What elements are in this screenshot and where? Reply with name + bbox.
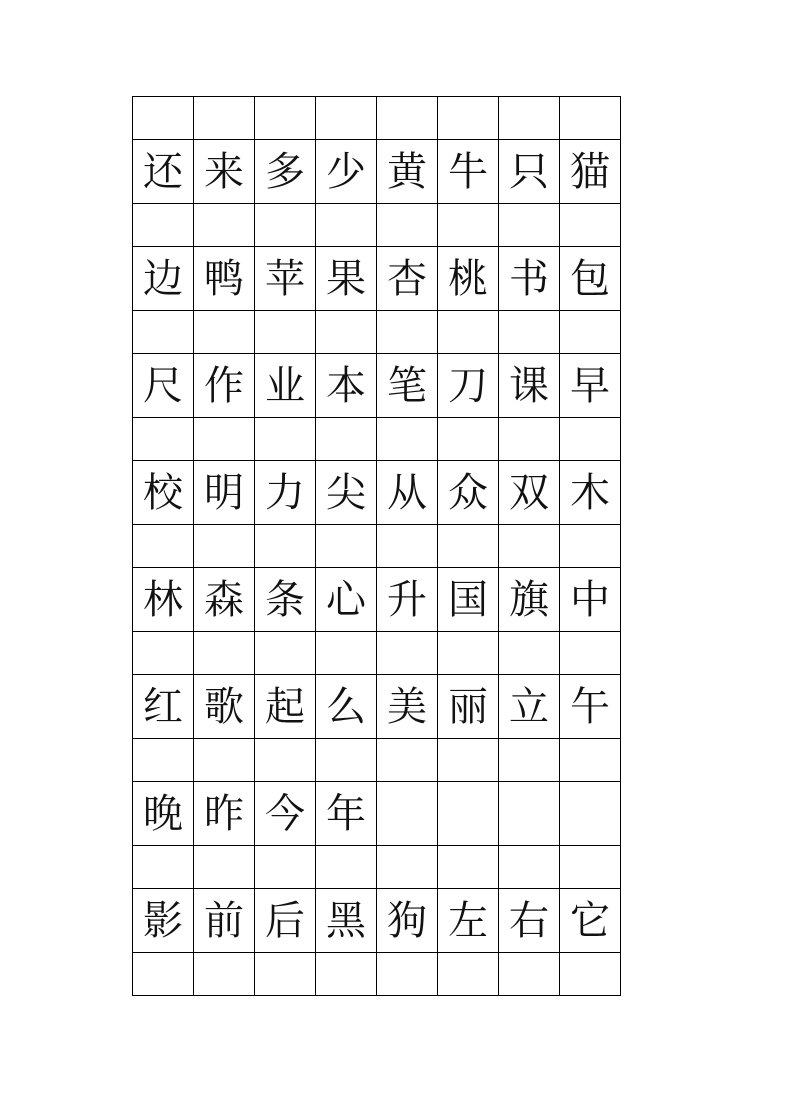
practice-row-blank — [133, 97, 621, 140]
character-cell: 桃 — [438, 247, 499, 311]
character-cell: 尖 — [316, 461, 377, 525]
character-cell: 业 — [255, 354, 316, 418]
practice-cell-empty — [499, 311, 560, 354]
character-cell: 鸭 — [194, 247, 255, 311]
character-cell: 刀 — [438, 354, 499, 418]
practice-cell-empty — [438, 525, 499, 568]
character-cell: 丽 — [438, 675, 499, 739]
practice-cell-empty — [255, 846, 316, 889]
practice-cell-empty — [316, 97, 377, 140]
practice-cell-empty — [499, 739, 560, 782]
practice-cell-empty — [560, 953, 621, 996]
practice-cell-empty — [560, 632, 621, 675]
practice-row-blank — [133, 311, 621, 354]
character-cell: 早 — [560, 354, 621, 418]
practice-cell-empty — [194, 953, 255, 996]
practice-cell-empty — [133, 97, 194, 140]
character-cell: 果 — [316, 247, 377, 311]
practice-cell-empty — [560, 846, 621, 889]
practice-row-blank — [133, 418, 621, 461]
character-cell: 午 — [560, 675, 621, 739]
practice-cell-empty — [255, 97, 316, 140]
practice-cell-empty — [194, 97, 255, 140]
practice-cell-empty — [194, 418, 255, 461]
character-row — [133, 140, 621, 204]
character-cell: 昨 — [194, 782, 255, 846]
character-cell: 黑 — [316, 889, 377, 953]
character-cell: 牛 — [438, 140, 499, 204]
practice-row-blank — [133, 739, 621, 782]
practice-cell-empty — [499, 418, 560, 461]
character-cell: 包 — [560, 247, 621, 311]
practice-cell-empty — [316, 525, 377, 568]
character-cell: 力 — [255, 461, 316, 525]
practice-cell-empty — [499, 525, 560, 568]
practice-cell-empty — [133, 953, 194, 996]
character-cell: 猫 — [560, 140, 621, 204]
character-cell: 么 — [316, 675, 377, 739]
practice-cell-empty — [560, 418, 621, 461]
practice-cell-empty — [438, 632, 499, 675]
practice-cell-empty — [438, 953, 499, 996]
practice-cell-empty — [377, 418, 438, 461]
practice-cell-empty — [316, 953, 377, 996]
practice-cell-empty — [316, 739, 377, 782]
character-cell: 歌 — [194, 675, 255, 739]
practice-cell-empty — [255, 739, 316, 782]
practice-cell-empty — [133, 525, 194, 568]
practice-cell-empty — [377, 311, 438, 354]
character-cell: 红 — [133, 675, 194, 739]
character-cell: 影 — [133, 889, 194, 953]
practice-cell-empty — [377, 204, 438, 247]
character-cell: 木 — [560, 461, 621, 525]
practice-cell-empty — [377, 846, 438, 889]
practice-cell-empty — [438, 846, 499, 889]
practice-cell-empty — [133, 846, 194, 889]
character-row — [133, 782, 621, 846]
character-cell: 少 — [316, 140, 377, 204]
character-cell: 本 — [316, 354, 377, 418]
character-cell: 只 — [499, 140, 560, 204]
character-cell: 晚 — [133, 782, 194, 846]
character-cell: 从 — [377, 461, 438, 525]
practice-cell-empty — [560, 311, 621, 354]
practice-row-blank — [133, 846, 621, 889]
practice-cell-empty — [438, 204, 499, 247]
practice-cell-empty — [316, 632, 377, 675]
practice-cell-empty — [316, 846, 377, 889]
character-cell: 后 — [255, 889, 316, 953]
character-cell: 前 — [194, 889, 255, 953]
practice-cell-empty — [499, 632, 560, 675]
character-cell: 右 — [499, 889, 560, 953]
practice-cell-empty — [499, 846, 560, 889]
practice-cell-empty — [133, 204, 194, 247]
character-cell: 边 — [133, 247, 194, 311]
character-cell: 苹 — [255, 247, 316, 311]
practice-cell-empty — [255, 418, 316, 461]
character-cell — [560, 782, 621, 846]
character-cell: 明 — [194, 461, 255, 525]
practice-cell-empty — [255, 204, 316, 247]
practice-cell-empty — [194, 846, 255, 889]
practice-cell-empty — [377, 632, 438, 675]
character-cell: 书 — [499, 247, 560, 311]
character-row — [133, 461, 621, 525]
character-cell: 条 — [255, 568, 316, 632]
character-cell: 它 — [560, 889, 621, 953]
character-cell: 年 — [316, 782, 377, 846]
character-cell: 众 — [438, 461, 499, 525]
practice-cell-empty — [316, 204, 377, 247]
practice-cell-empty — [377, 953, 438, 996]
character-cell: 旗 — [499, 568, 560, 632]
character-cell: 国 — [438, 568, 499, 632]
character-cell: 中 — [560, 568, 621, 632]
practice-cell-empty — [255, 311, 316, 354]
practice-cell-empty — [438, 739, 499, 782]
practice-row-blank — [133, 204, 621, 247]
practice-cell-empty — [560, 204, 621, 247]
practice-cell-empty — [438, 418, 499, 461]
character-practice-grid — [132, 96, 621, 996]
practice-cell-empty — [438, 97, 499, 140]
practice-cell-empty — [194, 204, 255, 247]
character-cell — [438, 782, 499, 846]
character-cell: 今 — [255, 782, 316, 846]
practice-cell-empty — [194, 739, 255, 782]
practice-cell-empty — [438, 311, 499, 354]
practice-cell-empty — [377, 739, 438, 782]
practice-cell-empty — [194, 525, 255, 568]
practice-cell-empty — [194, 311, 255, 354]
practice-row-blank — [133, 953, 621, 996]
practice-cell-empty — [499, 953, 560, 996]
character-cell — [377, 782, 438, 846]
character-cell: 多 — [255, 140, 316, 204]
practice-cell-empty — [133, 739, 194, 782]
character-cell: 黄 — [377, 140, 438, 204]
character-cell: 升 — [377, 568, 438, 632]
character-cell: 笔 — [377, 354, 438, 418]
character-cell: 立 — [499, 675, 560, 739]
practice-cell-empty — [194, 632, 255, 675]
practice-cell-empty — [560, 525, 621, 568]
character-cell: 左 — [438, 889, 499, 953]
practice-cell-empty — [316, 418, 377, 461]
practice-cell-empty — [133, 418, 194, 461]
practice-row-blank — [133, 525, 621, 568]
practice-row-blank — [133, 632, 621, 675]
practice-cell-empty — [499, 97, 560, 140]
character-cell: 课 — [499, 354, 560, 418]
character-cell: 双 — [499, 461, 560, 525]
practice-cell-empty — [316, 311, 377, 354]
practice-cell-empty — [133, 311, 194, 354]
character-cell: 林 — [133, 568, 194, 632]
character-cell — [499, 782, 560, 846]
character-cell: 作 — [194, 354, 255, 418]
character-cell: 还 — [133, 140, 194, 204]
practice-cell-empty — [255, 632, 316, 675]
character-cell: 来 — [194, 140, 255, 204]
practice-cell-empty — [560, 739, 621, 782]
practice-cell-empty — [377, 525, 438, 568]
character-cell: 杏 — [377, 247, 438, 311]
practice-cell-empty — [499, 204, 560, 247]
character-cell: 尺 — [133, 354, 194, 418]
character-row — [133, 568, 621, 632]
character-cell: 狗 — [377, 889, 438, 953]
practice-cell-empty — [377, 97, 438, 140]
character-row — [133, 889, 621, 953]
character-row — [133, 354, 621, 418]
character-cell: 美 — [377, 675, 438, 739]
character-cell: 心 — [316, 568, 377, 632]
character-cell: 森 — [194, 568, 255, 632]
character-cell: 起 — [255, 675, 316, 739]
character-row — [133, 247, 621, 311]
practice-cell-empty — [560, 97, 621, 140]
character-row — [133, 675, 621, 739]
character-cell: 校 — [133, 461, 194, 525]
practice-cell-empty — [133, 632, 194, 675]
practice-cell-empty — [255, 525, 316, 568]
practice-cell-empty — [255, 953, 316, 996]
